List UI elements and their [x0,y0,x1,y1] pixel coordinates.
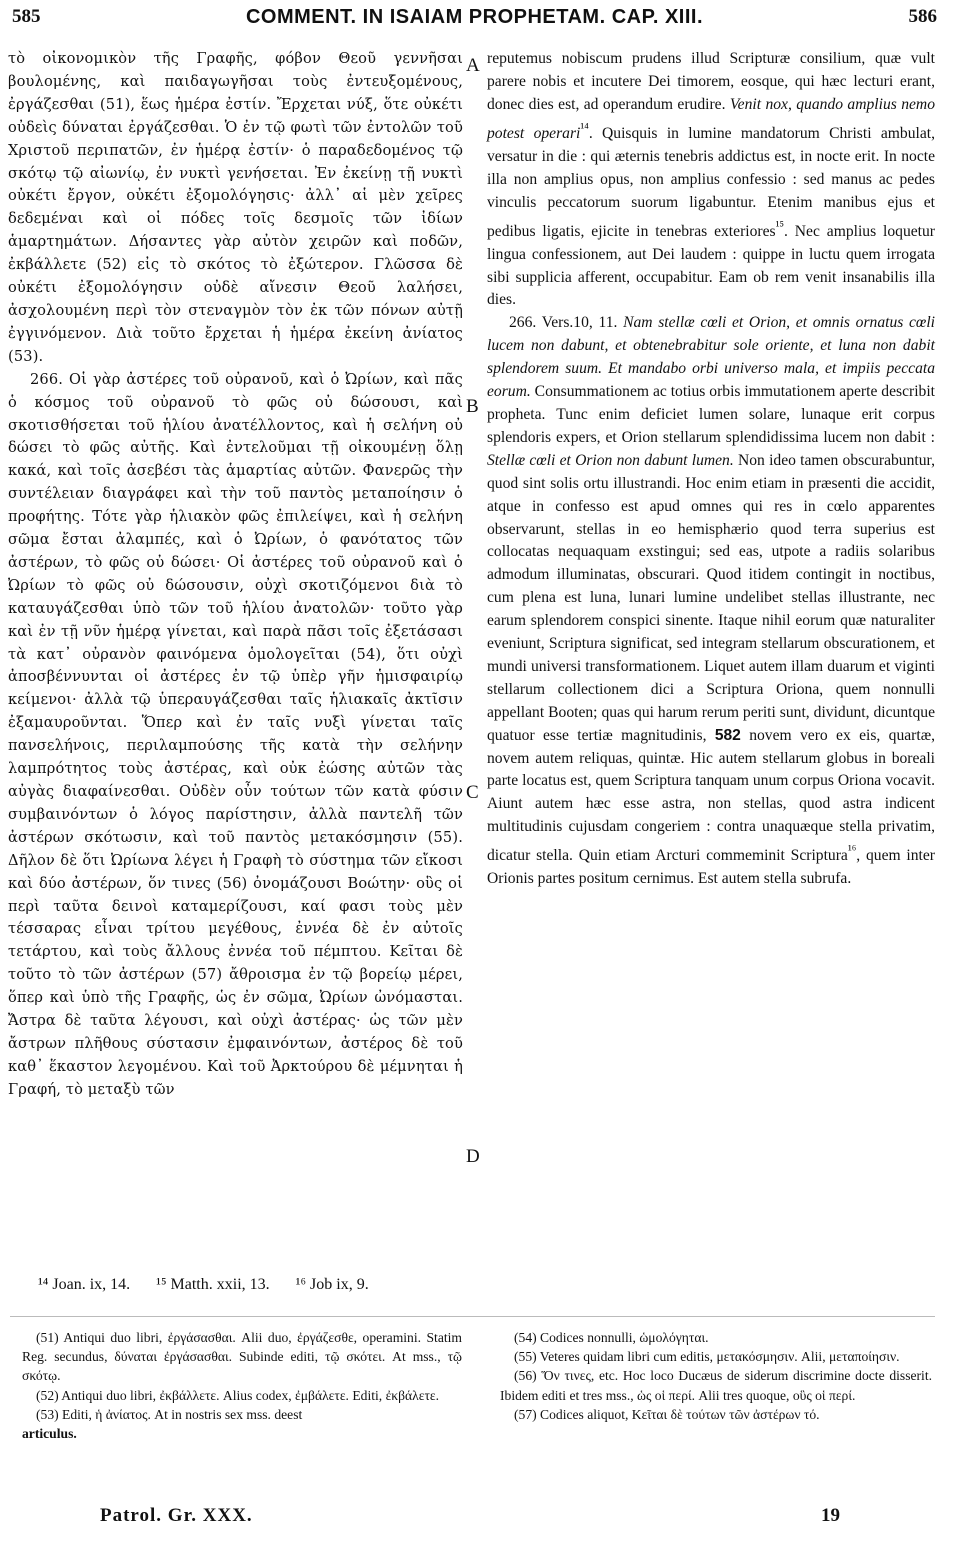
running-title: COMMENT. IN ISAIAM PROPHETAM. CAP. XIII. [245,6,704,28]
footnote: (53) Editi, ἡ ἀνίατος. At in nostris sex mss. deest [36,1406,303,1422]
latin-italic: Stellæ cœli et Orion non dabunt lumen. [487,451,734,469]
scripture-ref: ¹⁴ Joan. ix, 14. [38,1276,131,1293]
page-footer [100,1505,840,1545]
signature-mark: 19 [821,1505,840,1526]
footnote: (51) Antiqui duo libri, ἐργάσασθαι. Alii duo, ἐργάζεσθε, operamini. Statim Reg. secundus, δύναται ἐργάσασθαι. Subinde editi, τῷ σκότει. At mss., τῷ σκότῳ. [22,1330,462,1384]
scripture-references [38,1276,738,1294]
series-label: Patrol. Gr. XXX. [100,1505,253,1526]
margin-letter-d: D [466,1146,480,1167]
greek-column [8,48,463,1102]
page-number-left: 585 [12,6,41,27]
footnotes-right [500,1328,932,1424]
scripture-ref: ¹⁶ Job ix, 9. [295,1276,369,1293]
margin-letter-c: C [466,782,479,803]
margin-letter-a: A [466,55,480,76]
footnote: (57) Codices aliquot, Κεῖται δὲ τούτων τῶν ἀστέρων τό. [514,1406,820,1422]
footnote: (52) Antiqui duo libri, ἐκβάλλετε. Alius codex, ἐμβάλετε. Editi, ἐκβάλετε. [36,1387,440,1403]
page-number-right: 586 [908,6,937,27]
greek-paragraph: 266. Οἱ γὰρ ἀστέρες τοῦ οὐρανοῦ, καὶ ὁ Ὠρίων, καὶ πᾶς ὁ κόσμος τοῦ οὐρανοῦ τὸ φῶς οὐ δώσουσι, καὶ σκοτισθήσεται τοῦ ἡλίου ἀνατέλλοντος, καὶ ἡ σελήνη οὐ δώσει τὸ φῶς αὐτῆς. Καὶ ἐντελοῦμαι τῇ οἰκουμένῃ ὅλῃ κακά, καὶ τοῖς ἀσεβέσι τὰς ἁμαρτίας αὐτῶν. Φανερῶς τὴν συντέλειαν διαγράφει καὶ τὴν τοῦ παντὸς μεταποίησιν ὁ προφήτης. Τότε γὰρ ἡλιακὸν φῶς ἐπιλείψει, καὶ ἡ σελήνη σῶμα ἔσται ἀλαμπές, καὶ ὁ Ὠρίων, ὁ φανότατος τῶν ἀστέρων, τὸ φῶς οὐ δώσει· Οἱ ἀστέρες τοῦ οὐρανοῦ καὶ ὁ Ὠρίων τὸ φῶς οὐ δώσουσιν, οὐχὶ σκοτιζόμενοι διὰ τὸ καταυγάζεσθαι ὑπὸ τῶν τοῦ ἡλίου ἀνατολῶν· τοῦτο γὰρ καὶ ἐν τῇ νῦν ἡμέρᾳ γίνεται, καὶ παρὰ πᾶσι τοῖς ἐξετάσασι τὰ κατ᾽ οὐρανὸν φαινόμενα ὁμολογεῖται (54), ὅτι οὐχὶ ἀποσβέννυνται οἱ ἀστέρες ἐν τῷ ὑπὲρ γῆν ἡμισφαιρίῳ κείμενοι· ἀλλὰ τῷ ὑπεραυγάζεσθαι ταῖς ἡλιακαῖς ἀκτῖσιν ἐξαμαυροῦνται. Ὅπερ καὶ ἐν ταῖς νυξὶ γίνεται ταῖς πανσελήνοις, περιλαμπούσης τῆς κατὰ τὴν σελήνην λαμπρότητος τοὺς ἀστέρας, καὶ οὐκ ἐώσης αὐτῶν τὰς αὐγὰς διαφαίνεσθαι. Οὐδὲν οὖν τούτων τῶν κατὰ φύσιν συμβαινόντων ὁ λόγος παρίστησιν, ἀλλὰ παντελῆ τῶν ἀστέρων σκότωσιν, καὶ τοῦ παντὸς μετακόσμησιν (55). Δῆλον δὲ ὅτι Ὠρίωνα λέγει ἡ Γραφὴ τὸ σύστημα τῶν εἴκοσι καὶ δύο ἀστέρων, ὅν τινες (56) ὀνομάζουσι Βοώτην· οὓς οἱ περὶ ταῦτα δεινοὶ καταμερίζουσι, καί φασι τοὺς μὲν τέσσαρας εἶναι τρίτου μεγέθους, ἐννέα δὲ ἐν αὐτοῖς τετάρτου, καὶ τοὺς ἄλλους ἐννέα τοῦ πέμπτου. Κεῖται δὲ τοῦτο τὸ τῶν ἀστέρων (57) ἄθροισμα ἐν τῷ βορείῳ μέρει, ὅπερ καὶ ὑπὸ τῆς Γραφῆς, ὡς ἐν σῶμα, Ὠρίων ὠνόμασται. Ἄστρα δὲ ταῦτα λέγουσι, καὶ οὐχὶ ἀστέρας· ὡς τῶν μὲν ἄστρων πλῆθους σύστασιν ἐμφαινόντων, ἀστέρος δὲ τοῦ καθ᾽ ἕκαστον λεγομένου. Καὶ τοῦ Ἀρκτούρου δὲ μέμνηται ἡ Γραφή, τὸ μεταξὺ τῶν [8,370,463,1098]
latin-italic: Venit nox, quando amplius nemo potest operari [487,95,935,142]
scripture-ref: ¹⁵ Matth. xxii, 13. [156,1276,270,1293]
footnote-divider [10,1316,935,1317]
footnote-continuation: articulus. [22,1426,77,1442]
reference-mark: ¹⁵ [775,217,785,233]
greek-paragraph: τὸ οἰκονομικὸν τῆς Γραφῆς, φόβον Θεοῦ γεννῆσαι βουλομένης, καὶ παιδαγωγῆσαι τοὺς ἐντευξομένους, ἐργάζεσθαι (51), ἕως ἡμέρα ἐστίν. Ἔρχεται νύξ, ὅτε οὐκέτι οὐδεὶς δύναται ἐργάζεσθαι. Ὁ ἐν τῷ φωτὶ τῶν ἐντολῶν τοῦ Χριστοῦ περιπατῶν, ἐν ἡμέρᾳ ἐστίν· ὁ παραδεδομένος τῷ σκότῳ τῷ αἰωνίῳ, ἐν νυκτὶ γενήσεται. Ἐν ἐκείνῃ τῇ νυκτὶ οὐκέτι ἔργον, οὐκέτι ἐξομολόγησις· ἀλλ᾽ αἱ μὲν χεῖρες δεδεμέναι καὶ οἱ πόδες τοῖς δεσμοῖς τῶν ἰδίων ἁμαρτημάτων. Δήσαντες γὰρ αὐτὸν χειρῶν καὶ ποδῶν, ἐκβάλλετε (52) εἰς τὸ σκότος τὸ ἐξώτερον. Γλῶσσα δὲ οὐκέτι ἐξομολόγησιν οὐδὲ αἴνεσιν Θεοῦ λαλήσει, ἀσχολουμένη περὶ τὸν στεναγμὸν τὸν ἐκ τῶν πόνων αὐτῇ ἐγγινόμενον. Διὰ τοῦτο ἔρχεται ἡ ἡμέρα ἐκείνη ἀνίατος (53). [8,50,463,365]
margin-letter-b: B [466,396,479,417]
footnote: (55) Veteres quidam libri cum editis, μετακόσμησιν. Alii, μεταποίησιν. [514,1349,900,1365]
reference-mark: ¹⁶ [847,842,857,858]
running-header [12,2,937,42]
reference-mark: ¹⁴ [580,119,589,135]
latin-italic: Nam stellæ cœli et Orion, et omnis ornatus cœli lucem non dabunt, et obtenebrabitur sole oriente, et luna non dabit splendorem suum. Et mandabo orbi universo mala, et impiis peccata eorum. [487,314,935,401]
latin-text: . Quisquis in lumine mandatorum Christi ambulat, versatur in die : qui æternis tenebris addictus est, in nocte erit. In nocte illa non amplius opus, non amplius confessio : sed manus ac pedes vinculis peccatorum suorum ligabuntur. Etenim manibus ejus et pedibus ligatis, ejicite in tenebras exteriores [487,124,935,240]
latin-text: , quem inter Orionis partes positum cernimus. Est autem stella subrufa. [487,847,936,888]
latin-paragraph [487,48,935,312]
latin-text: novem vero ex eis, quartæ, novem autem reliquas, quintæ. Hic autem stellarum globus in boreali parte locatus est, quem Scriptura tanquam unum corpus Oriona vocavit. Aiunt autem hæc esse astra, non stellas, quod astra indicent multitudinis cujusdam congeriem : contra unaquæque stella privatim, dicatur stella. Quin etiam Arcturi commeminit Scriptura [487,726,935,865]
latin-paragraph [487,312,935,891]
latin-text: Non ideo tamen obscurabuntur, quod sint solis ortu illustrandi. Hoc enim etiam in præsenti die accidit, atque in confesso est apud omnes qui res in cœlo apparentes observarunt, stellas in eo hemisphærio quod terra superius est collocatas nequaquam exstingui; sed eas, utpote a radiis solaribus admodum illuminatas, obscurari. Quod itidem contingit in noctibus, cum plena est luna, lunari lumine undelibet stellas illustrante, nec earum splendorem conspici sinente. Itaque nihil eorum quæ naturaliter eveniunt, Scriptura significat, sed integram stellarum obscurationem, et mundi universi transformationem. Liquet autem illam duarum et viginti stellarum collectionem dici a Scriptura Oriona, quem nonnulli appellant Booten; quas qui harum rerum periti sunt, dividunt, dicuntque quatuor esse tertiæ magnitudinis, [487,451,936,744]
footnote: (56) Ὅν τινες, etc. Hoc loco Ducæus de siderum discrimine docte disserit. Ibidem editi et tres mss., ὡς οἱ περί. Alii tres quoque, οὓς οἱ περί. [500,1368,932,1403]
verse-label: 266. Vers.10, 11. [509,314,624,332]
footnote: (54) Codices nonnulli, ὡμολόγηται. [514,1330,709,1345]
latin-text: . Nec amplius loquetur lingua confessionem, aut Dei laudem : quippe in luctu quem irrogata sibi supplicia afferent, occupabitur. Eam ob rem venit insanabilis illa dies. [487,222,935,309]
latin-column [487,48,935,891]
latin-text: reputemus nobiscum prudens illud Scripturæ consilium, quæ vult parere nobis et incutere Dei timorem, eosque, qui hæc lecturi erant, donec dies est, ad operandum erudire. [487,50,935,113]
latin-text: Consummationem ac totius orbis immutationem aperte describit propheta. Tunc enim deficiet lumen solare, lunaque erit corpus splendoris expers, et Orion stellarum splendidissima lucem non dabit : [487,383,935,446]
footnotes-left [22,1328,462,1443]
column-number: 582 [714,726,741,744]
